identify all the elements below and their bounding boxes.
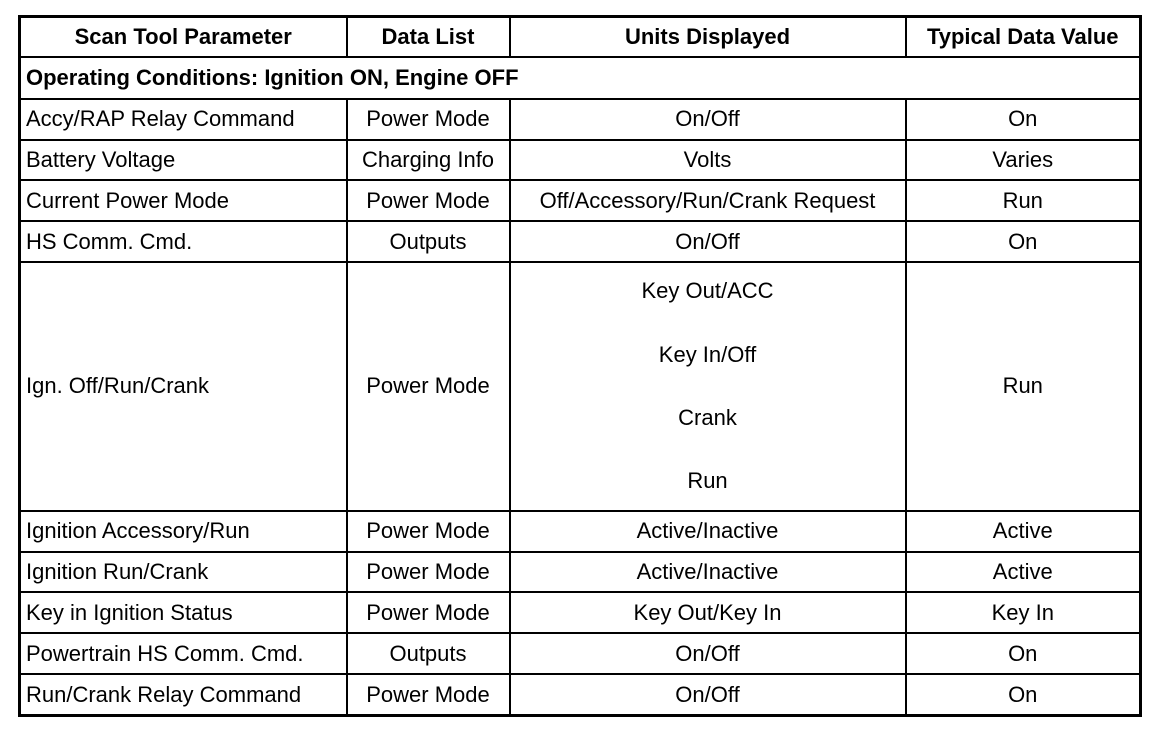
cell-typical-value: On: [906, 221, 1141, 262]
header-data-list: Data List: [347, 17, 510, 58]
cell-parameter: Current Power Mode: [20, 180, 347, 221]
cell-parameter: Battery Voltage: [20, 140, 347, 181]
units-option: Key Out/ACC: [641, 278, 774, 304]
table-row: [20, 511, 1141, 552]
cell-parameter: Ignition Accessory/Run: [20, 511, 347, 552]
units-option: Key In/Off: [658, 341, 757, 367]
table-row: [20, 633, 1141, 674]
cell-units: Active/Inactive: [510, 511, 906, 552]
cell-data-list: Outputs: [347, 221, 510, 262]
cell-parameter: Ign. Off/Run/Crank: [20, 262, 347, 511]
table-row: [20, 180, 1141, 221]
cell-units: Volts: [510, 140, 906, 181]
cell-parameter: Run/Crank Relay Command: [20, 674, 347, 715]
cell-data-list: Power Mode: [347, 552, 510, 593]
cell-typical-value: Active: [906, 552, 1141, 593]
cell-units: Off/Accessory/Run/Crank Request: [510, 180, 906, 221]
section-title: Operating Conditions: Ignition ON, Engine OFF: [20, 57, 1141, 99]
scan-tool-data-table: [18, 15, 1142, 717]
cell-data-list: Charging Info: [347, 140, 510, 181]
cell-data-list: Power Mode: [347, 180, 510, 221]
units-list: [516, 280, 900, 492]
table-row: [20, 674, 1141, 715]
header-units: Units Displayed: [510, 17, 906, 58]
cell-data-list: Power Mode: [347, 511, 510, 552]
cell-units: Active/Inactive: [510, 552, 906, 593]
table-row: [20, 262, 1141, 511]
cell-units: On/Off: [510, 99, 906, 140]
header-row: [20, 17, 1141, 58]
units-option: Run: [687, 468, 728, 494]
cell-data-list: Power Mode: [347, 674, 510, 715]
table-row: [20, 140, 1141, 181]
cell-typical-value: Active: [906, 511, 1141, 552]
header-parameter: Scan Tool Parameter: [20, 17, 347, 58]
units-option: Crank: [678, 405, 737, 431]
cell-typical-value: On: [906, 633, 1141, 674]
cell-typical-value: On: [906, 674, 1141, 715]
cell-typical-value: On: [906, 99, 1141, 140]
cell-units: [510, 262, 906, 511]
cell-units: On/Off: [510, 674, 906, 715]
cell-data-list: Power Mode: [347, 99, 510, 140]
cell-parameter: Ignition Run/Crank: [20, 552, 347, 593]
table-row: [20, 221, 1141, 262]
cell-parameter: HS Comm. Cmd.: [20, 221, 347, 262]
cell-typical-value: Varies: [906, 140, 1141, 181]
cell-data-list: Power Mode: [347, 592, 510, 633]
cell-parameter: Powertrain HS Comm. Cmd.: [20, 633, 347, 674]
cell-typical-value: Run: [906, 262, 1141, 511]
header-typical-value: Typical Data Value: [906, 17, 1141, 58]
cell-units: On/Off: [510, 633, 906, 674]
table-row: [20, 552, 1141, 593]
cell-data-list: Outputs: [347, 633, 510, 674]
cell-units: Key Out/Key In: [510, 592, 906, 633]
cell-typical-value: Key In: [906, 592, 1141, 633]
cell-parameter: Key in Ignition Status: [20, 592, 347, 633]
section-row: [20, 57, 1141, 99]
table-row: [20, 592, 1141, 633]
cell-units: On/Off: [510, 221, 906, 262]
cell-parameter: Accy/RAP Relay Command: [20, 99, 347, 140]
table-row: [20, 99, 1141, 140]
cell-data-list: Power Mode: [347, 262, 510, 511]
cell-typical-value: Run: [906, 180, 1141, 221]
